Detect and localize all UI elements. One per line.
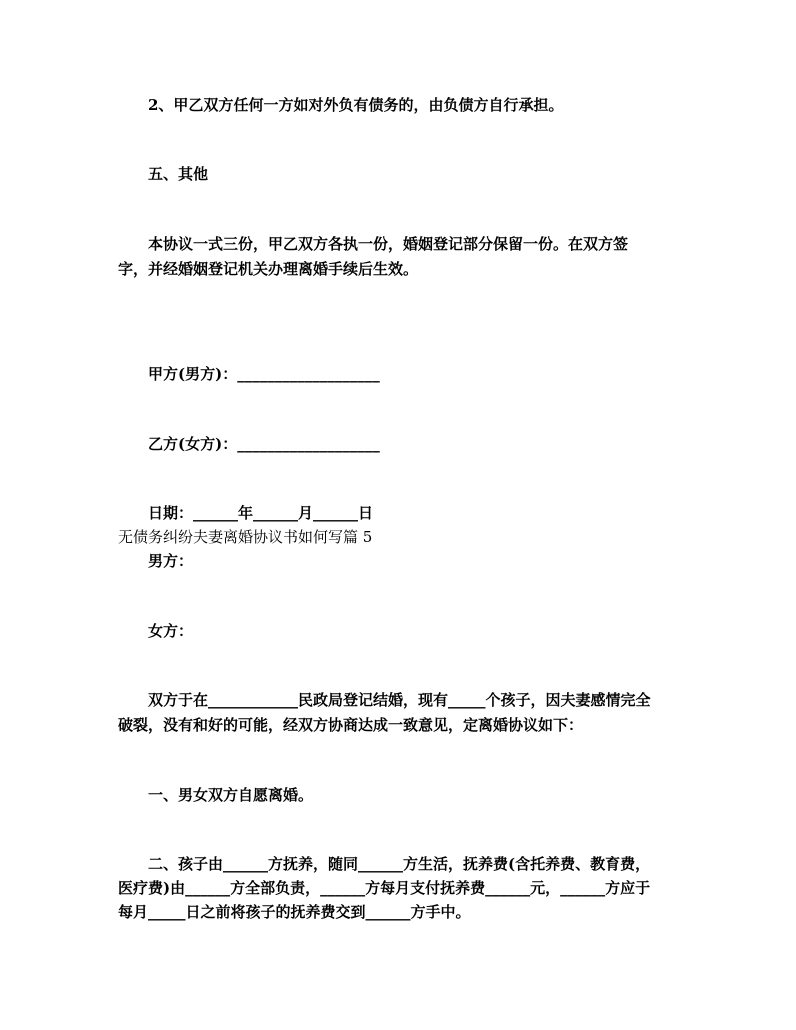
clause-1-divorce: 一、男女双方自愿离婚。 bbox=[148, 786, 314, 804]
section-title: 无债务纠纷夫妻离婚协议书如何写篇 5 bbox=[118, 528, 373, 546]
clause-2-line-2: 医疗费)由______方全部负责，______方每月支付抚养费______元，______方应于 bbox=[118, 879, 651, 897]
clause-2-line-1: 二、孩子由______方抚养，随同______方生活，抚养费(含托养费、教育费， bbox=[148, 855, 651, 873]
intro-line-2: 破裂，没有和好的可能，经双方协商达成一致意见，定离婚协议如下： bbox=[118, 716, 584, 734]
section-other-heading: 五、其他 bbox=[148, 165, 209, 183]
female-party-line: 女方： bbox=[148, 622, 194, 640]
intro-line-1: 双方于在____________民政局登记结婚，现有_____个孩子，因夫妻感情完全 bbox=[148, 691, 651, 709]
copies-clause-line-2: 字，并经婚姻登记机关办理离婚手续后生效。 bbox=[118, 260, 419, 278]
clause-2-line-3: 每月_____日之前将孩子的抚养费交到______方手中。 bbox=[118, 903, 471, 921]
debt-clause-2: 2、甲乙双方任何一方如对外负有债务的，由负债方自行承担。 bbox=[148, 96, 564, 114]
party-a-signature: 甲方(男方)：___________________ bbox=[148, 365, 380, 383]
party-b-signature: 乙方(女方)：___________________ bbox=[148, 435, 380, 453]
male-party-line: 男方： bbox=[148, 552, 194, 570]
copies-clause-line-1: 本协议一式三份，甲乙双方各执一份，婚姻登记部分保留一份。在双方签 bbox=[148, 235, 629, 253]
date-line: 日期：______年______月______日 bbox=[148, 504, 374, 522]
